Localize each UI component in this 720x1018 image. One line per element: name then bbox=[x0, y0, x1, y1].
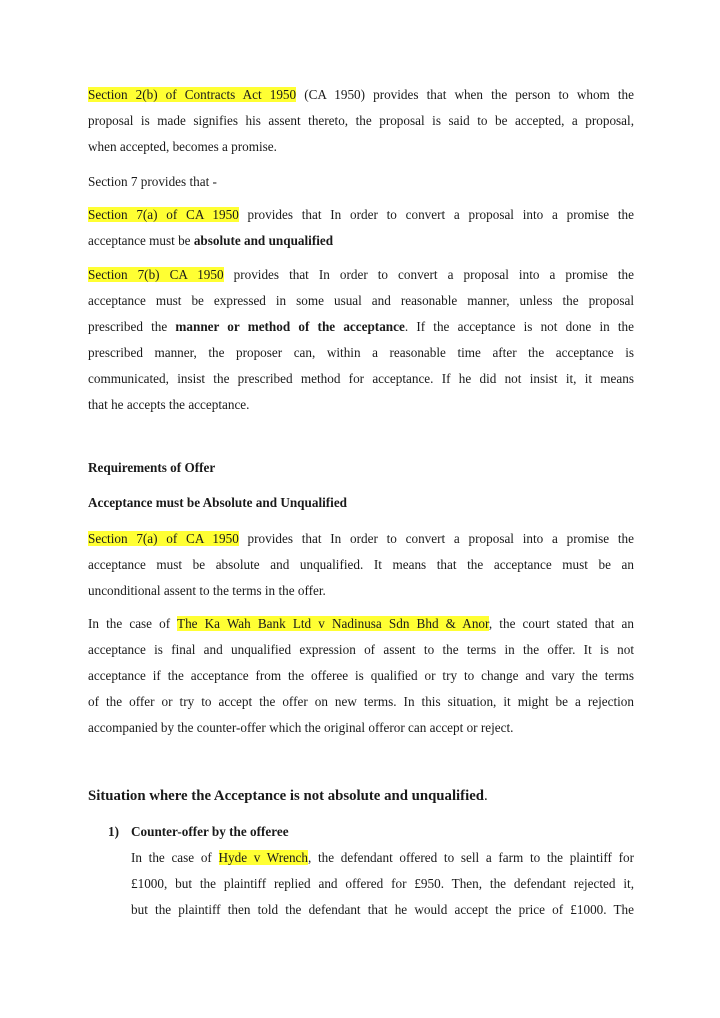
text-line: of the offer or try to accept the offer on new terms. In this situation, it might be a rejection bbox=[88, 694, 634, 709]
text-line: Section 2(b) of Contracts Act 1950 (CA 1950) provides that when the person to whom the bbox=[88, 87, 634, 102]
highlighted-citation: Section 7(a) of CA 1950 bbox=[88, 531, 239, 546]
highlighted-case-name: Hyde v Wrench bbox=[218, 850, 308, 865]
highlighted-citation: Section 7(b) CA 1950 bbox=[88, 267, 224, 282]
text-line: acceptance is final and unqualified expression of assent to the terms in the offer. It is not bbox=[88, 642, 634, 657]
highlighted-case-name: The Ka Wah Bank Ltd v Nadinusa Sdn Bhd & Anor bbox=[177, 616, 489, 631]
highlighted-citation: Section 7(a) of CA 1950 bbox=[88, 207, 239, 222]
heading-acceptance-absolute: Acceptance must be Absolute and Unqualified bbox=[88, 495, 348, 510]
text-line: acceptance must be absolute and unqualified bbox=[88, 233, 334, 248]
text-line: proposal is made signifies his assent thereto, the proposal is said to be accepted, a proposal, bbox=[88, 113, 634, 128]
paragraph-ka-wah-bank-case bbox=[88, 611, 634, 741]
text-line: Section 7(b) CA 1950 provides that In order to convert a proposal into a promise the bbox=[88, 267, 634, 282]
paragraph-section-2b bbox=[88, 82, 634, 160]
list-item-body-hyde-v-wrench bbox=[131, 845, 634, 923]
heading-requirements-of-offer: Requirements of Offer bbox=[88, 460, 216, 475]
bold-phrase: manner or method of the acceptance bbox=[175, 319, 405, 334]
text-line: but the plaintiff then told the defendant that he would accept the price of £1000. The bbox=[131, 902, 634, 917]
text-line: communicated, insist the prescribed method for acceptance. If he did not insist it, it means bbox=[88, 371, 634, 386]
text-line: Section 7(a) of CA 1950 provides that In order to convert a proposal into a promise the bbox=[88, 531, 634, 546]
text-line: unconditional assent to the terms in the offer. bbox=[88, 583, 326, 598]
text-line: prescribed the manner or method of the acceptance. If the acceptance is not done in the bbox=[88, 319, 635, 334]
text-line: acceptance must be expressed in some usual and reasonable manner, unless the proposal bbox=[88, 293, 634, 308]
paragraph-section-7a bbox=[88, 202, 634, 254]
list-item-title: Counter-offer by the offeree bbox=[131, 824, 289, 839]
list-number: 1) bbox=[108, 824, 119, 839]
text-line: Section 7(a) of CA 1950 provides that In order to convert a proposal into a promise the bbox=[88, 207, 634, 222]
text-line: In the case of Hyde v Wrench, the defendant offered to sell a farm to the plaintiff for bbox=[131, 850, 634, 865]
text-line: prescribed manner, the proposer can, within a reasonable time after the acceptance is bbox=[88, 345, 634, 360]
text-line: acceptance must be absolute and unqualified. It means that the acceptance must be an bbox=[88, 557, 634, 572]
text-line: Section 7 provides that - bbox=[88, 174, 217, 189]
paragraph-section-7-intro bbox=[88, 169, 634, 195]
paragraph-section-7a-repeat bbox=[88, 526, 634, 604]
text-line: In the case of The Ka Wah Bank Ltd v Nadinusa Sdn Bhd & Anor, the court stated that an bbox=[88, 616, 634, 631]
highlighted-citation: Section 2(b) of Contracts Act 1950 bbox=[88, 87, 297, 102]
text-line: when accepted, becomes a promise. bbox=[88, 139, 277, 154]
paragraph-section-7b bbox=[88, 262, 634, 418]
text-line: acceptance if the acceptance from the offeree is qualified or try to change and vary the terms bbox=[88, 668, 634, 683]
text-line: accompanied by the counter-offer which the original offeror can accept or reject. bbox=[88, 720, 514, 735]
text-line: £1000, but the plaintiff replied and offered for £950. Then, the defendant rejected it, bbox=[131, 876, 634, 891]
bold-phrase: absolute and unqualified bbox=[193, 233, 334, 248]
heading-situation: Situation where the Acceptance is not absolute and unqualified. bbox=[88, 788, 488, 804]
text-line: that he accepts the acceptance. bbox=[88, 397, 250, 412]
